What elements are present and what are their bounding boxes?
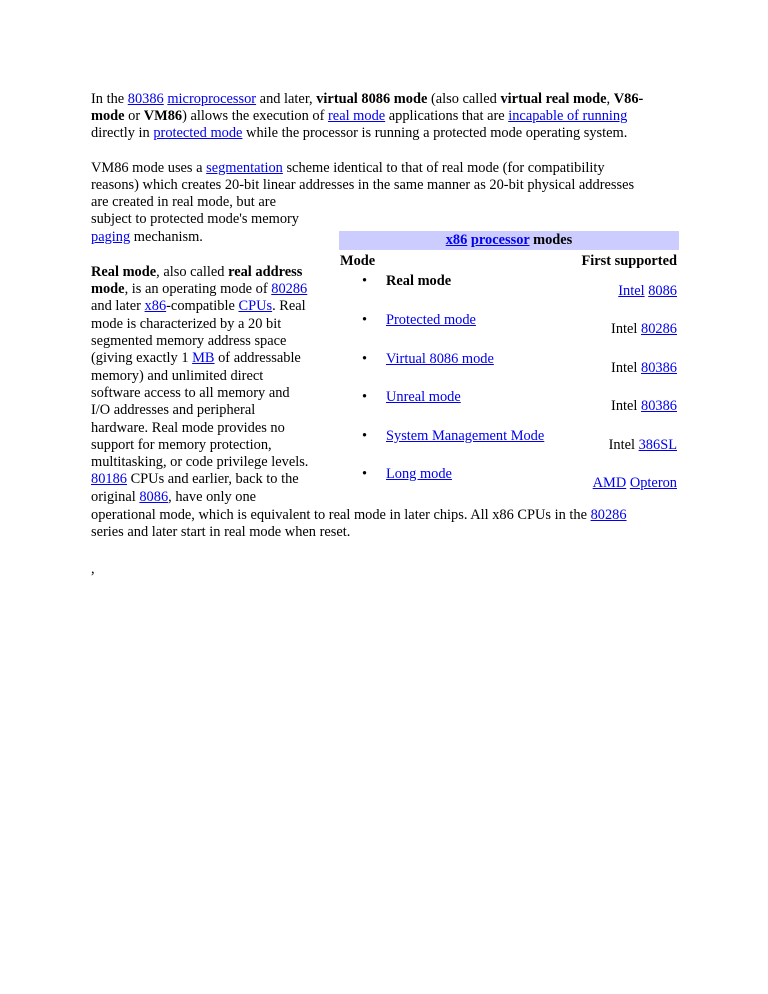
para3-line10 bbox=[91, 420, 285, 437]
link-chip[interactable]: Opteron bbox=[629, 475, 677, 491]
text: or bbox=[124, 108, 144, 124]
bold-term: VM86 bbox=[143, 108, 183, 124]
para3-line9 bbox=[91, 402, 255, 419]
text: (also called bbox=[427, 91, 501, 107]
link-intel[interactable]: Intel bbox=[618, 283, 645, 299]
text: , bbox=[606, 91, 614, 107]
text: VM86 mode uses a bbox=[91, 160, 207, 176]
text: ) allows the execution of bbox=[182, 108, 329, 124]
para3-line4 bbox=[91, 316, 281, 333]
link-80186[interactable]: 80186 bbox=[91, 471, 127, 487]
link-incapable-of-running[interactable]: incapable of running bbox=[508, 108, 628, 124]
text: , also called bbox=[156, 264, 229, 280]
bullet: • bbox=[362, 428, 368, 444]
bullet: • bbox=[362, 312, 368, 328]
bold-term: Real mode bbox=[91, 264, 157, 280]
link-paging[interactable]: paging bbox=[91, 229, 131, 245]
para2-line5 bbox=[91, 229, 203, 246]
text: original bbox=[91, 489, 140, 505]
text: and later bbox=[91, 298, 145, 314]
mode-real: Real mode bbox=[386, 273, 452, 289]
link-segmentation[interactable]: segmentation bbox=[206, 160, 283, 176]
text: memory) and unlimited direct bbox=[91, 368, 264, 384]
text: multitasking, or code privilege levels. bbox=[91, 454, 309, 470]
para2-line4 bbox=[91, 211, 299, 228]
link-protected-mode[interactable]: protected mode bbox=[153, 125, 243, 141]
supported-real bbox=[618, 283, 677, 300]
para3-line1 bbox=[91, 264, 302, 281]
para2-line2 bbox=[91, 177, 634, 194]
text: Intel bbox=[608, 437, 639, 453]
bold-term: V86- bbox=[613, 91, 644, 107]
text: support for memory protection, bbox=[91, 437, 272, 453]
text: directly in bbox=[91, 125, 154, 141]
para3-line15 bbox=[91, 507, 627, 524]
text: Intel bbox=[611, 321, 642, 337]
link-80286[interactable]: 80286 bbox=[590, 507, 627, 523]
link-chip[interactable]: 386SL bbox=[638, 437, 677, 453]
para3-line5 bbox=[91, 333, 286, 350]
mode-long-link[interactable]: Long mode bbox=[386, 466, 452, 482]
mode-virtual-8086-link[interactable]: Virtual 8086 mode bbox=[386, 351, 494, 367]
para3-line6 bbox=[91, 350, 301, 367]
bullet: • bbox=[362, 466, 368, 482]
bold-term: mode bbox=[91, 281, 125, 297]
header-mode: Mode bbox=[340, 253, 376, 269]
text: segmented memory address space bbox=[91, 333, 287, 349]
header-first-supported: First supported bbox=[581, 253, 677, 269]
text: Intel bbox=[611, 398, 642, 414]
supported-unreal bbox=[611, 398, 677, 415]
para3-line2 bbox=[91, 281, 307, 298]
text: subject to protected mode's memory bbox=[91, 211, 300, 227]
para3-line12 bbox=[91, 454, 308, 471]
text: series and later start in real mode when reset. bbox=[91, 524, 351, 540]
bold-term: mode bbox=[91, 108, 125, 124]
link-chip[interactable]: 8086 bbox=[648, 283, 677, 299]
link-processor[interactable]: processor bbox=[470, 232, 530, 248]
link-80386[interactable]: 80386 bbox=[127, 91, 164, 107]
text: Intel bbox=[611, 360, 642, 376]
text: I/O addresses and peripheral bbox=[91, 402, 256, 418]
text: of addressable bbox=[214, 350, 301, 366]
para1-line3 bbox=[91, 125, 627, 142]
text: -compatible bbox=[166, 298, 239, 314]
text: operational mode, which is equivalent to real mode in later chips. All x86 CPUs in the bbox=[91, 507, 591, 523]
text: modes bbox=[529, 232, 573, 248]
text: are created in real mode, but are bbox=[91, 194, 276, 210]
para1-line1 bbox=[91, 91, 643, 108]
link-chip[interactable]: 80286 bbox=[641, 321, 677, 337]
para3-line8 bbox=[91, 385, 290, 402]
text: software access to all memory and bbox=[91, 385, 290, 401]
para1-line2 bbox=[91, 108, 627, 125]
para2-line1 bbox=[91, 160, 605, 177]
text: applications that are bbox=[385, 108, 509, 124]
text: (giving exactly 1 bbox=[91, 350, 193, 366]
para3-line16 bbox=[91, 524, 350, 541]
supported-long bbox=[593, 475, 677, 492]
link-80286[interactable]: 80286 bbox=[271, 281, 308, 297]
text: and later, bbox=[256, 91, 317, 107]
bullet: • bbox=[362, 389, 368, 405]
text: mechanism. bbox=[130, 229, 203, 245]
link-amd[interactable]: AMD bbox=[592, 475, 627, 491]
link-x86[interactable]: x86 bbox=[445, 232, 468, 248]
para3-line3 bbox=[91, 298, 306, 315]
text: hardware. Real mode provides no bbox=[91, 420, 285, 436]
supported-smm bbox=[609, 437, 677, 454]
supported-protected bbox=[611, 321, 677, 338]
link-mb[interactable]: MB bbox=[192, 350, 215, 366]
supported-virtual-8086 bbox=[611, 360, 677, 377]
text: , is an operating mode of bbox=[124, 281, 272, 297]
link-cpus[interactable]: CPUs bbox=[238, 298, 273, 314]
text: , have only one bbox=[168, 489, 257, 505]
mode-unreal-link[interactable]: Unreal mode bbox=[386, 389, 461, 405]
bold-term: virtual 8086 mode bbox=[316, 91, 428, 107]
modes-table-title-text bbox=[339, 231, 679, 250]
text: reasons) which creates 20-bit linear addresses in the same manner as 20-bit physical addresses bbox=[91, 177, 635, 193]
link-chip[interactable]: 80386 bbox=[641, 360, 677, 376]
link-8086[interactable]: 8086 bbox=[139, 489, 169, 505]
para3-line13 bbox=[91, 471, 299, 488]
link-x86[interactable]: x86 bbox=[144, 298, 167, 314]
mode-protected-link[interactable]: Protected mode bbox=[386, 312, 476, 328]
bullet: • bbox=[362, 351, 368, 367]
bullet: • bbox=[362, 273, 368, 289]
text: CPUs and earlier, back to the bbox=[126, 471, 299, 487]
para3-line11 bbox=[91, 437, 272, 454]
para3-line7 bbox=[91, 368, 263, 385]
mode-smm-link[interactable]: System Management Mode bbox=[386, 428, 545, 444]
para3-line14 bbox=[91, 489, 256, 506]
modes-table-title bbox=[339, 231, 679, 250]
text: while the processor is running a protected mode operating system. bbox=[242, 125, 628, 141]
bold-term: real address bbox=[228, 264, 303, 280]
stray-comma: , bbox=[91, 561, 95, 577]
text: In the bbox=[91, 91, 128, 107]
link-real-mode[interactable]: real mode bbox=[328, 108, 386, 124]
text: . Real bbox=[272, 298, 306, 314]
text: scheme identical to that of real mode (for compatibility bbox=[282, 160, 605, 176]
link-microprocessor[interactable]: microprocessor bbox=[167, 91, 257, 107]
text: mode is characterized by a 20 bit bbox=[91, 316, 282, 332]
para2-line3 bbox=[91, 194, 276, 211]
bold-term: virtual real mode bbox=[500, 91, 607, 107]
link-chip[interactable]: 80386 bbox=[641, 398, 677, 414]
